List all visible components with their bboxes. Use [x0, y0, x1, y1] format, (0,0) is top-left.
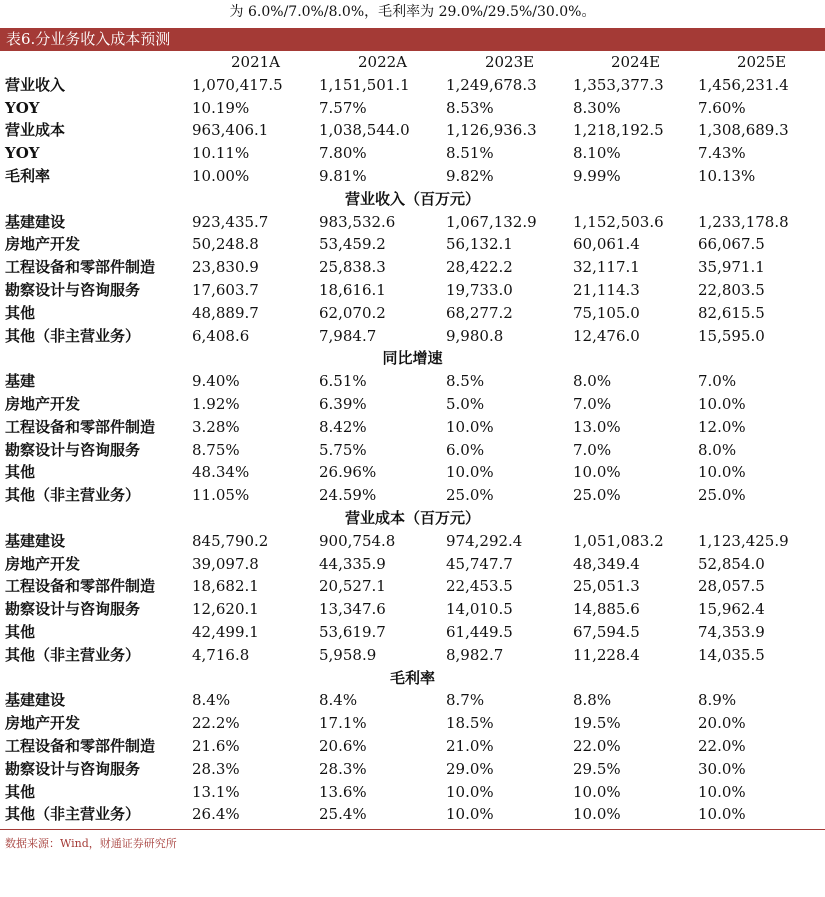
cell-value: 26.4%: [192, 805, 240, 824]
cell-value: 8.7%: [446, 691, 485, 710]
section-row: [0, 188, 825, 211]
cell-value: 13.1%: [192, 782, 240, 801]
cell-value: 4,716.8: [192, 645, 250, 664]
cell-value: 1,308,689.3: [698, 121, 789, 140]
cell-value: 14,885.6: [573, 600, 640, 619]
cell-value: 13,347.6: [319, 600, 386, 619]
cell-value: 13.6%: [319, 782, 367, 801]
cell-value: 67,594.5: [573, 622, 640, 641]
cell-value: 74,353.9: [698, 622, 765, 641]
row-label: 勘察设计与咨询服务: [5, 600, 141, 619]
section-heading: 营业收入（百万元）: [344, 189, 480, 208]
cell-value: 42,499.1: [192, 622, 259, 641]
cell-value: 56,132.1: [446, 235, 513, 254]
cell-value: 5,958.9: [319, 645, 377, 664]
row-label: 基建建设: [5, 691, 66, 710]
cell-value: 10.0%: [698, 394, 746, 413]
section-row: [0, 507, 825, 530]
table-row: [0, 439, 825, 462]
cell-value: 75,105.0: [573, 303, 640, 322]
row-label: YOY: [5, 98, 40, 117]
cell-value: 29.0%: [446, 759, 494, 778]
cell-value: 28,057.5: [698, 577, 765, 596]
table-row: [0, 735, 825, 758]
column-header: 2025E: [736, 53, 787, 71]
cell-value: 32,117.1: [573, 258, 640, 277]
cell-value: 19.5%: [573, 714, 621, 733]
cell-value: 18.5%: [446, 714, 494, 733]
cell-value: 18,616.1: [319, 280, 386, 299]
cell-value: 48,349.4: [573, 554, 640, 573]
cell-value: 983,532.6: [319, 212, 396, 231]
cell-value: 8.0%: [573, 372, 612, 391]
cell-value: 8.53%: [446, 98, 494, 117]
cell-value: 8.5%: [446, 372, 485, 391]
cell-value: 1,070,417.5: [192, 75, 283, 94]
table-row: [0, 803, 825, 826]
cell-value: 25.4%: [319, 805, 367, 824]
section-row: [0, 667, 825, 690]
row-label: 其他（非主营业务）: [5, 805, 141, 824]
cell-value: 52,854.0: [698, 554, 765, 573]
row-label: 房地产开发: [5, 235, 81, 254]
cell-value: 8.75%: [192, 440, 240, 459]
cell-value: 12,476.0: [573, 326, 640, 345]
cell-value: 53,459.2: [319, 235, 386, 254]
cell-value: 1,249,678.3: [446, 75, 537, 94]
table-row: [0, 325, 825, 348]
cell-value: 10.0%: [446, 805, 494, 824]
cell-value: 20.6%: [319, 736, 367, 755]
cell-value: 48,889.7: [192, 303, 259, 322]
cell-value: 12.0%: [698, 417, 746, 436]
cell-value: 1,126,936.3: [446, 121, 537, 140]
cell-value: 5.75%: [319, 440, 367, 459]
row-label: 其他（非主营业务）: [5, 326, 141, 345]
row-label: 营业成本: [5, 121, 66, 140]
row-label: 其他（非主营业务）: [5, 645, 141, 664]
table-row: [0, 416, 825, 439]
cell-value: 48.34%: [192, 463, 250, 482]
table-row: [0, 142, 825, 165]
cell-value: 61,449.5: [446, 622, 513, 641]
table-row: [0, 644, 825, 667]
table-row: [0, 256, 825, 279]
table-row: [0, 575, 825, 598]
cell-value: 25,051.3: [573, 577, 640, 596]
cell-value: 10.0%: [573, 782, 621, 801]
cell-value: 21.0%: [446, 736, 494, 755]
cell-value: 6.51%: [319, 372, 367, 391]
section-heading: 营业成本（百万元）: [344, 508, 480, 527]
cell-value: 1,152,503.6: [573, 212, 664, 231]
row-label: 基建: [5, 372, 36, 391]
cell-value: 10.0%: [698, 782, 746, 801]
row-label: 其他: [5, 782, 36, 801]
forecast-table: [0, 51, 825, 826]
row-label: 营业收入: [5, 75, 66, 94]
cell-value: 22,453.5: [446, 577, 513, 596]
table-row: [0, 689, 825, 712]
row-label: YOY: [5, 144, 40, 163]
cell-value: 10.0%: [573, 805, 621, 824]
cell-value: 14,035.5: [698, 645, 765, 664]
cell-value: 1,123,425.9: [698, 531, 789, 550]
cell-value: 29.5%: [573, 759, 621, 778]
cell-value: 10.13%: [698, 166, 756, 185]
cell-value: 6,408.6: [192, 326, 250, 345]
cell-value: 21,114.3: [573, 280, 640, 299]
table-row: [0, 598, 825, 621]
row-label: 其他: [5, 303, 36, 322]
table-row: [0, 233, 825, 256]
cell-value: 1,067,132.9: [446, 212, 537, 231]
cell-value: 14,010.5: [446, 600, 513, 619]
cell-value: 25.0%: [446, 486, 494, 505]
table-row: [0, 211, 825, 234]
cell-value: 19,733.0: [446, 280, 513, 299]
cell-value: 923,435.7: [192, 212, 269, 231]
cell-value: 845,790.2: [192, 531, 269, 550]
section-heading: 毛利率: [389, 668, 435, 687]
cell-value: 1,151,501.1: [319, 75, 410, 94]
cell-value: 11,228.4: [573, 645, 640, 664]
cell-value: 20,527.1: [319, 577, 386, 596]
cell-value: 25.0%: [573, 486, 621, 505]
table-row: [0, 370, 825, 393]
header-label-cell: [0, 51, 192, 74]
cell-value: 11.05%: [192, 486, 250, 505]
cell-value: 13.0%: [573, 417, 621, 436]
cell-value: 5.0%: [446, 394, 485, 413]
section-heading: 同比增速: [382, 349, 443, 368]
cell-value: 9.40%: [192, 372, 240, 391]
cell-value: 8,982.7: [446, 645, 504, 664]
cell-value: 15,595.0: [698, 326, 765, 345]
cell-value: 28.3%: [319, 759, 367, 778]
cell-value: 7.43%: [698, 144, 746, 163]
cell-value: 8.4%: [319, 691, 358, 710]
table-row: [0, 302, 825, 325]
column-header: 2024E: [610, 53, 661, 71]
column-header: 2022A: [357, 53, 407, 71]
cell-value: 900,754.8: [319, 531, 396, 550]
cell-value: 25.0%: [698, 486, 746, 505]
cell-value: 10.0%: [573, 463, 621, 482]
cell-value: 9.81%: [319, 166, 367, 185]
row-label: 其他（非主营业务）: [5, 486, 141, 505]
cell-value: 26.96%: [319, 463, 377, 482]
cell-value: 53,619.7: [319, 622, 386, 641]
cell-value: 8.30%: [573, 98, 621, 117]
cell-value: 8.42%: [319, 417, 367, 436]
cell-value: 15,962.4: [698, 600, 765, 619]
cell-value: 10.0%: [698, 463, 746, 482]
cell-value: 66,067.5: [698, 235, 765, 254]
cell-value: 8.10%: [573, 144, 621, 163]
row-label: 房地产开发: [5, 714, 81, 733]
cell-value: 1.92%: [192, 394, 240, 413]
table-row: [0, 484, 825, 507]
cell-value: 7.0%: [573, 440, 612, 459]
cell-value: 22.2%: [192, 714, 240, 733]
table-row: [0, 74, 825, 97]
cell-value: 62,070.2: [319, 303, 386, 322]
cell-value: 23,830.9: [192, 258, 259, 277]
cell-value: 7,984.7: [319, 326, 377, 345]
column-header: 2021A: [230, 53, 280, 71]
cell-value: 18,682.1: [192, 577, 259, 596]
cell-value: 82,615.5: [698, 303, 765, 322]
table-body: [0, 74, 825, 826]
cell-value: 10.0%: [446, 463, 494, 482]
cell-value: 3.28%: [192, 417, 240, 436]
table-row: [0, 279, 825, 302]
cell-value: 7.60%: [698, 98, 746, 117]
table-row: [0, 621, 825, 644]
cell-value: 22,803.5: [698, 280, 765, 299]
cell-value: 7.57%: [319, 98, 367, 117]
cell-value: 1,218,192.5: [573, 121, 664, 140]
column-header: 2023E: [484, 53, 535, 71]
row-label: 基建建设: [5, 212, 66, 231]
row-label: 工程设备和零部件制造: [5, 736, 156, 755]
cell-value: 1,233,178.8: [698, 212, 789, 231]
cell-value: 8.9%: [698, 691, 737, 710]
cell-value: 22.0%: [573, 736, 621, 755]
cell-value: 974,292.4: [446, 531, 523, 550]
cell-value: 10.00%: [192, 166, 250, 185]
row-label: 勘察设计与咨询服务: [5, 759, 141, 778]
row-label: 勘察设计与咨询服务: [5, 440, 141, 459]
cell-value: 30.0%: [698, 759, 746, 778]
cell-value: 1,456,231.4: [698, 75, 789, 94]
cell-value: 44,335.9: [319, 554, 386, 573]
cell-value: 1,038,544.0: [319, 121, 410, 140]
row-label: 工程设备和零部件制造: [5, 417, 156, 436]
table-row: [0, 119, 825, 142]
table-row: [0, 393, 825, 416]
cell-value: 7.0%: [573, 394, 612, 413]
cell-value: 9.82%: [446, 166, 494, 185]
cell-value: 25,838.3: [319, 258, 386, 277]
source-note: 数据来源：Wind，财通证券研究所: [5, 837, 177, 851]
table-row: [0, 781, 825, 804]
cell-value: 10.0%: [446, 417, 494, 436]
table-row: [0, 553, 825, 576]
cell-value: 39,097.8: [192, 554, 259, 573]
row-label: 工程设备和零部件制造: [5, 577, 156, 596]
header-row: [0, 51, 825, 74]
cell-value: 8.0%: [698, 440, 737, 459]
cell-value: 6.39%: [319, 394, 367, 413]
cell-value: 1,051,083.2: [573, 531, 664, 550]
row-label: 其他: [5, 463, 36, 482]
cell-value: 35,971.1: [698, 258, 765, 277]
row-label: 毛利率: [5, 166, 51, 185]
cell-value: 10.0%: [698, 805, 746, 824]
cell-value: 8.8%: [573, 691, 612, 710]
cell-value: 28,422.2: [446, 258, 513, 277]
row-label: 房地产开发: [5, 394, 81, 413]
intro-text: 为 6.0%/7.0%/8.0%，毛利率为 29.0%/29.5%/30.0%。: [229, 4, 596, 20]
table-row: [0, 712, 825, 735]
cell-value: 45,747.7: [446, 554, 513, 573]
cell-value: 8.51%: [446, 144, 494, 163]
cell-value: 17,603.7: [192, 280, 259, 299]
table-row: [0, 758, 825, 781]
table-row: [0, 461, 825, 484]
row-label: 工程设备和零部件制造: [5, 258, 156, 277]
bottom-rule: [0, 829, 825, 830]
table-row: [0, 530, 825, 553]
cell-value: 60,061.4: [573, 235, 640, 254]
cell-value: 50,248.8: [192, 235, 259, 254]
cell-value: 7.0%: [698, 372, 737, 391]
table-row: [0, 97, 825, 120]
cell-value: 20.0%: [698, 714, 746, 733]
row-label: 基建建设: [5, 531, 66, 550]
cell-value: 9.99%: [573, 166, 621, 185]
cell-value: 6.0%: [446, 440, 485, 459]
cell-value: 12,620.1: [192, 600, 259, 619]
cell-value: 8.4%: [192, 691, 231, 710]
cell-value: 963,406.1: [192, 121, 269, 140]
cell-value: 10.11%: [192, 144, 250, 163]
row-label: 房地产开发: [5, 554, 81, 573]
cell-value: 68,277.2: [446, 303, 513, 322]
row-label: 勘察设计与咨询服务: [5, 280, 141, 299]
cell-value: 22.0%: [698, 736, 746, 755]
cell-value: 7.80%: [319, 144, 367, 163]
cell-value: 24.59%: [319, 486, 377, 505]
table-row: [0, 165, 825, 188]
cell-value: 10.19%: [192, 98, 250, 117]
row-label: 其他: [5, 622, 36, 641]
cell-value: 17.1%: [319, 714, 367, 733]
cell-value: 9,980.8: [446, 326, 504, 345]
cell-value: 1,353,377.3: [573, 75, 664, 94]
cell-value: 10.0%: [446, 782, 494, 801]
cell-value: 21.6%: [192, 736, 240, 755]
section-row: [0, 347, 825, 370]
table-title: 表6.分业务收入成本预测: [0, 28, 825, 51]
cell-value: 28.3%: [192, 759, 240, 778]
